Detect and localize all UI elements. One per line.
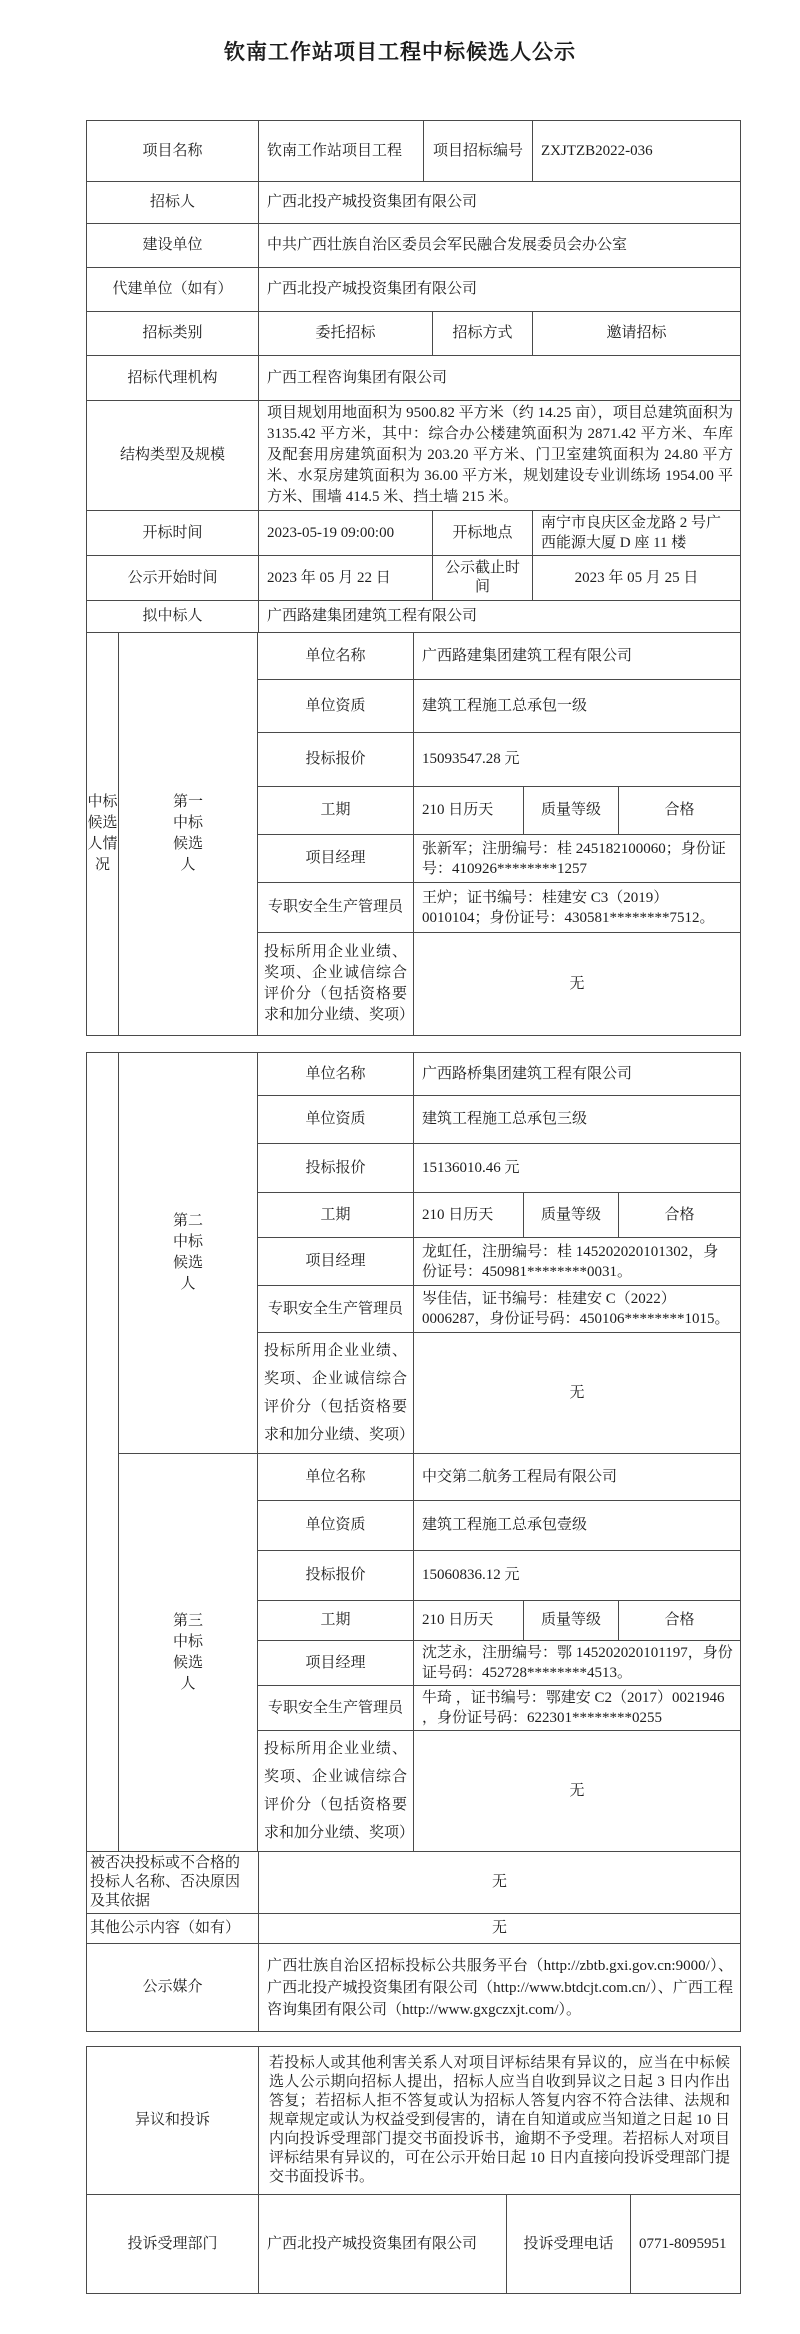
bid-price-label: 投标报价	[258, 733, 414, 787]
rejected-value: 无	[259, 1852, 741, 1914]
agent-unit-value: 广西北投产城投资集团有限公司	[259, 268, 741, 312]
objection-value: 若投标人或其他利害关系人对项目评标结果有异议的，应当在中标候选人公示期向招标人提出，招标人应当自收到异议之日起 3 日内作出答复；若招标人拒不答复或认为招标人答复内容不符合法律、法规和规章规定或认为权益受到侵害的，请在自知道或应当知道之日起 10 日内向投诉受理部门提交书面投诉书，逾期不予受理。若招标人对项目评标结果有异议的，可在公示开始日起 10 日内直接向投诉受理部门提交书面投诉书。	[259, 2047, 741, 2195]
page-break-gap	[0, 2032, 800, 2046]
quality-grade-label: 质量等级	[524, 787, 619, 835]
publicity-end-label: 公示截止时间	[433, 556, 533, 601]
row-builder	[87, 224, 741, 268]
project-manager-label: 项目经理	[258, 835, 414, 883]
open-time-label: 开标时间	[87, 511, 259, 556]
row-publicity	[87, 556, 741, 601]
tender-method-label: 招标方式	[433, 312, 533, 356]
unit-name-label: 单位名称	[258, 1454, 414, 1501]
tenderer-label: 招标人	[87, 182, 259, 224]
performance-value: 无	[414, 1333, 741, 1454]
candidate-row	[258, 1551, 741, 1601]
row-tenderer	[87, 182, 741, 224]
publicity-start-label: 公示开始时间	[87, 556, 259, 601]
quality-grade-label: 质量等级	[524, 1193, 619, 1238]
unit-name-label: 单位名称	[258, 633, 414, 680]
open-place-label: 开标地点	[433, 511, 533, 556]
objection-label: 异议和投诉	[87, 2047, 259, 2195]
page-break-gap	[0, 1036, 800, 1052]
publicity-start-value: 2023 年 05 月 22 日	[259, 556, 433, 601]
bid-price-value: 15136010.46 元	[414, 1144, 741, 1193]
safety-officer-value: 王炉；证书编号：桂建安 C3（2019）0010104；身份证号：430581********7512。	[414, 883, 741, 933]
bid-no-label: 项目招标编号	[424, 121, 533, 182]
candidate-3-rank: 第三中标候选人	[119, 1454, 258, 1852]
duration-label: 工期	[258, 787, 414, 835]
candidate-row	[258, 733, 741, 787]
row-tender-type	[87, 312, 741, 356]
structure-value: 项目规划用地面积为 9500.82 平方米（约 14.25 亩），项目总建筑面积为 3135.42 平方米，其中：综合办公楼建筑面积为 2871.42 平方米、车库及配套用房建筑面积为 203.20 平方米、门卫室建筑面积为 24.80 平方米、水泵房建筑面积为 36.00 平方米，规划建设专业训练场 1954.00 平方米、围墙 414.5 米、挡土墙 215 米。	[259, 401, 741, 511]
main-table-block-2	[86, 1052, 741, 2032]
candidate-1-rank: 第一中标候选人	[119, 633, 258, 1036]
unit-qualification-value: 建筑工程施工总承包三级	[414, 1096, 741, 1144]
bid-price-value: 15060836.12 元	[414, 1551, 741, 1601]
candidate-row	[258, 1096, 741, 1144]
row-rejected	[87, 1852, 741, 1914]
safety-officer-value: 牛琦 ，证书编号：鄂建安 C2（2017）0021946 ，身份证号码：622301********0255	[414, 1686, 741, 1731]
project-name-value: 钦南工作站项目工程	[259, 121, 424, 182]
bid-no-value: ZXJTZB2022-036	[533, 121, 741, 182]
candidates-2-3-column	[119, 1053, 741, 1852]
candidate-row	[258, 1686, 741, 1731]
unit-qualification-label: 单位资质	[258, 1096, 414, 1144]
safety-officer-label: 专职安全生产管理员	[258, 1686, 414, 1731]
complaint-phone-label: 投诉受理电话	[507, 2195, 631, 2294]
candidate-row	[258, 1454, 741, 1501]
page-title: 钦南工作站项目工程中标候选人公示	[224, 40, 576, 64]
tender-type-label: 招标类别	[87, 312, 259, 356]
candidate-row	[258, 1238, 741, 1286]
candidate-row	[258, 1601, 741, 1641]
bid-price-value: 15093547.28 元	[414, 733, 741, 787]
project-manager-value: 沈芝永，注册编号：鄂 145202020101197，身份证号码：452728********4513。	[414, 1641, 741, 1686]
candidate-row	[258, 1731, 741, 1852]
candidate-row	[258, 680, 741, 733]
performance-value: 无	[414, 933, 741, 1036]
unit-name-value: 中交第二航务工程局有限公司	[414, 1454, 741, 1501]
row-media	[87, 1944, 741, 2032]
candidates-section-block	[87, 633, 741, 1036]
proposed-winner-label: 拟中标人	[87, 601, 259, 633]
project-manager-value: 张新军；注册编号：桂 245182100060；身份证号：410926********1257	[414, 835, 741, 883]
project-manager-label: 项目经理	[258, 1641, 414, 1686]
proposed-winner-value: 广西路建集团建筑工程有限公司	[259, 601, 741, 633]
rejected-label: 被否决投标或不合格的投标人名称、否决原因及其依据	[87, 1852, 259, 1914]
unit-name-value: 广西路建集团建筑工程有限公司	[414, 633, 741, 680]
quality-grade-value: 合格	[619, 1601, 741, 1641]
tenderer-value: 广西北投产城投资集团有限公司	[259, 182, 741, 224]
agency-label: 招标代理机构	[87, 356, 259, 401]
agency-value: 广西工程咨询集团有限公司	[259, 356, 741, 401]
builder-value: 中共广西壮族自治区委员会军民融合发展委员会办公室	[259, 224, 741, 268]
candidate-row	[258, 835, 741, 883]
project-manager-label: 项目经理	[258, 1238, 414, 1286]
candidate-2-rank: 第二中标候选人	[119, 1053, 258, 1454]
performance-label: 投标所用企业业绩、奖项、企业诚信综合评价分（包括资格要求和加分业绩、奖项）	[258, 933, 414, 1036]
candidates-section-spacer	[87, 1053, 119, 1852]
duration-value: 210 日历天	[414, 1193, 524, 1238]
duration-label: 工期	[258, 1193, 414, 1238]
other-content-label: 其他公示内容（如有）	[87, 1914, 259, 1944]
row-objection	[87, 2047, 741, 2195]
bid-price-label: 投标报价	[258, 1144, 414, 1193]
candidate-3-details	[258, 1454, 741, 1852]
row-agency	[87, 356, 741, 401]
candidate-2-details	[258, 1053, 741, 1454]
builder-label: 建设单位	[87, 224, 259, 268]
unit-qualification-value: 建筑工程施工总承包一级	[414, 680, 741, 733]
row-project-name	[87, 121, 741, 182]
candidates-section-label: 中标候选人情况	[87, 633, 119, 1036]
quality-grade-value: 合格	[619, 787, 741, 835]
candidate-1-details	[258, 633, 741, 1036]
candidate-row	[258, 883, 741, 933]
performance-label: 投标所用企业业绩、奖项、企业诚信综合评价分（包括资格要求和加分业绩、奖项）	[258, 1731, 414, 1852]
tender-type-value: 委托招标	[259, 312, 433, 356]
candidate-row	[258, 1193, 741, 1238]
complaint-dept-label: 投诉受理部门	[87, 2195, 259, 2294]
row-agent-unit	[87, 268, 741, 312]
safety-officer-value: 岑佳佶，证书编号：桂建安 C（2022）0006287，身份证号码：450106********1015。	[414, 1286, 741, 1333]
structure-label: 结构类型及规模	[87, 401, 259, 511]
duration-label: 工期	[258, 1601, 414, 1641]
unit-qualification-value: 建筑工程施工总承包壹级	[414, 1501, 741, 1551]
other-content-value: 无	[259, 1914, 741, 1944]
candidate-row	[258, 1641, 741, 1686]
complaint-phone-value: 0771-8095951	[631, 2195, 741, 2294]
quality-grade-label: 质量等级	[524, 1601, 619, 1641]
row-structure	[87, 401, 741, 511]
media-value: 广西壮族自治区招标投标公共服务平台（http://zbtb.gxi.gov.cn:9000/）、广西北投产城投资集团有限公司（http://www.btdcjt.com.cn/）、广西工程咨询集团有限公司（http://www.gxgczxjt.com/）。	[259, 1944, 741, 2032]
project-manager-value: 龙虹任，注册编号：桂 145202020101302，身份证号：450981********0031。	[414, 1238, 741, 1286]
candidate-row	[258, 1333, 741, 1454]
performance-value: 无	[414, 1731, 741, 1852]
main-table-block-1	[86, 120, 741, 1036]
candidate-row	[258, 633, 741, 680]
row-complaint	[87, 2195, 741, 2294]
agent-unit-label: 代建单位（如有）	[87, 268, 259, 312]
unit-qualification-label: 单位资质	[258, 680, 414, 733]
candidate-3-block	[119, 1454, 741, 1852]
duration-value: 210 日历天	[414, 787, 524, 835]
candidate-row	[258, 787, 741, 835]
safety-officer-label: 专职安全生产管理员	[258, 883, 414, 933]
publicity-end-value: 2023 年 05 月 25 日	[533, 556, 741, 601]
open-time-value: 2023-05-19 09:00:00	[259, 511, 433, 556]
row-proposed-winner	[87, 601, 741, 633]
complaint-dept-value: 广西北投产城投资集团有限公司	[259, 2195, 507, 2294]
unit-qualification-label: 单位资质	[258, 1501, 414, 1551]
tender-method-value: 邀请招标	[533, 312, 741, 356]
bid-price-label: 投标报价	[258, 1551, 414, 1601]
media-label: 公示媒介	[87, 1944, 259, 2032]
quality-grade-value: 合格	[619, 1193, 741, 1238]
candidate-row	[258, 1053, 741, 1096]
unit-name-value: 广西路桥集团建筑工程有限公司	[414, 1053, 741, 1096]
safety-officer-label: 专职安全生产管理员	[258, 1286, 414, 1333]
duration-value: 210 日历天	[414, 1601, 524, 1641]
project-name-label: 项目名称	[87, 121, 259, 182]
candidate-2-block	[119, 1053, 741, 1454]
open-place-value: 南宁市良庆区金龙路 2 号广西能源大厦 D 座 11 楼	[533, 511, 741, 556]
row-other-content	[87, 1914, 741, 1944]
row-open-time	[87, 511, 741, 556]
performance-label: 投标所用企业业绩、奖项、企业诚信综合评价分（包括资格要求和加分业绩、奖项）	[258, 1333, 414, 1454]
candidate-row	[258, 1501, 741, 1551]
candidates-section-block-2	[87, 1053, 741, 1852]
unit-name-label: 单位名称	[258, 1053, 414, 1096]
main-table-block-3	[86, 2046, 741, 2294]
candidate-row	[258, 1286, 741, 1333]
candidate-row	[258, 1144, 741, 1193]
candidate-row	[258, 933, 741, 1036]
